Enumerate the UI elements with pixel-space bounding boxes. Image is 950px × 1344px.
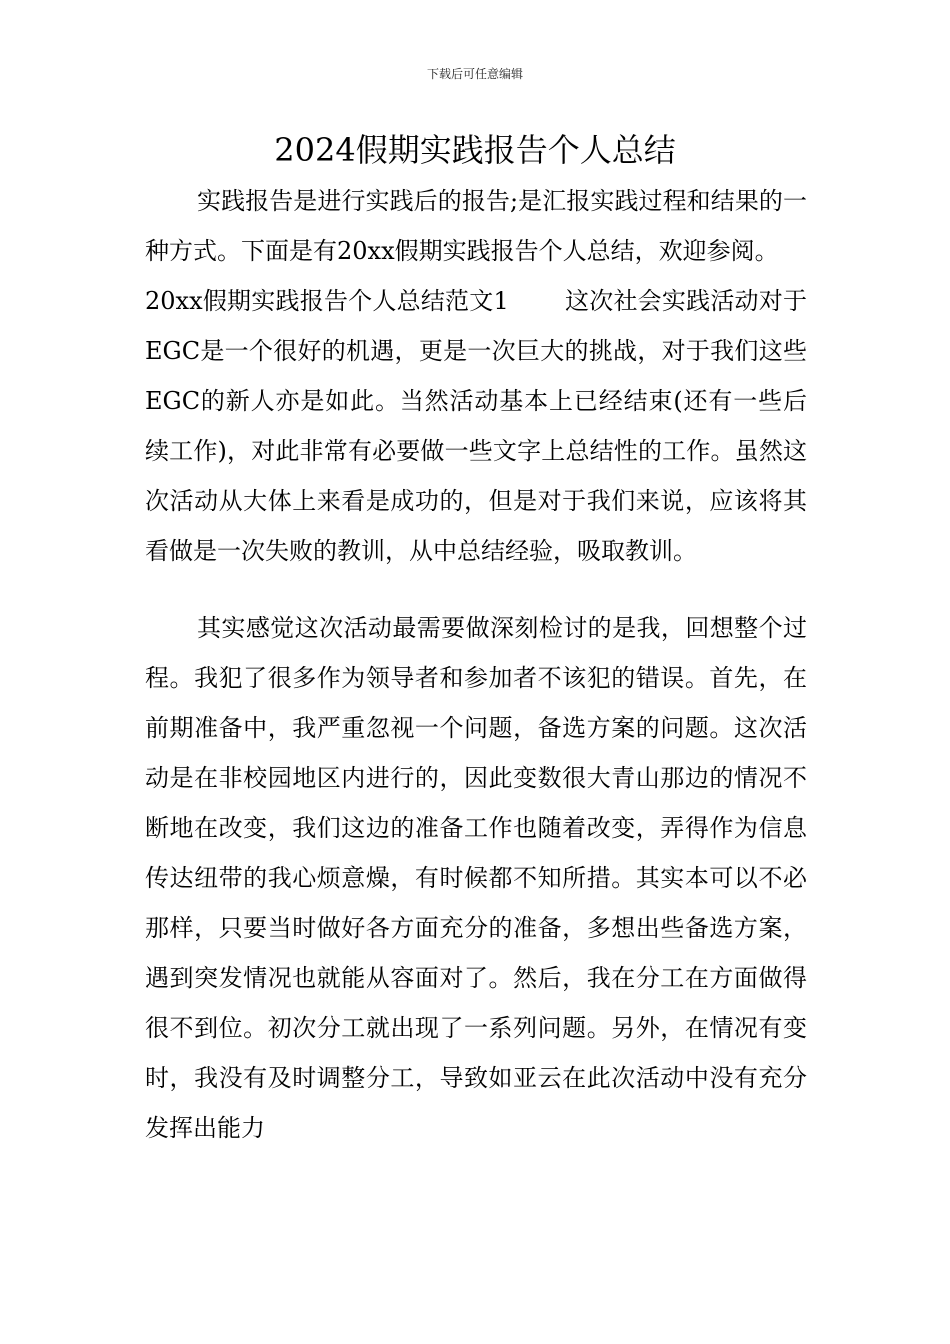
intro-paragraph: 实践报告是进行实践后的报告;是汇报实践过程和结果的一种方式。下面是有20xx假期实践报告个人总结，欢迎参阅。 xyxy=(145,187,807,265)
header-note: 下载后可任意编辑 xyxy=(426,67,523,81)
section-paragraph-1 xyxy=(145,276,807,576)
paragraph-2: 其实感觉这次活动最需要做深刻检讨的是我，回想整个过程。我犯了很多作为领导者和参加者不该犯的错误。首先，在前期准备中，我严重忽视一个问题，备选方案的问题。这次活动是在非校园地区内进行的，因此变数很大青山那边的情况不断地在改变，我们这边的准备工作也随着改变，弄得作为信息传达纽带的我心烦意燥，有时候都不知所措。其实本可以不必那样，只要当时做好各方面充分的准备，多想出些备选方案，遇到突发情况也就能从容面对了。然后，我在分工在方面做得很不到位。初次分工就出现了一系列问题。另外，在情况有变时，我没有及时调整分工，导致如亚云在此次活动中没有充分发挥出能力 xyxy=(145,614,807,1142)
document-title: 2024假期实践报告个人总结 xyxy=(274,131,676,169)
document-body xyxy=(145,176,807,1153)
section-heading: 20xx假期实践报告个人总结范文1 xyxy=(145,287,509,315)
paragraph-1-text: 这次社会实践活动对于EGC是一个很好的机遇，更是一次巨大的挑战，对于我们这些EGC的新人亦是如此。当然活动基本上已经结束(还有一些后续工作)，对此非常有必要做一些文字上总结性的工作。虽然这次活动从大体上来看是成功的，但是对于我们来说，应该将其看做是一次失败的教训，从中总结经验，吸取教训。 xyxy=(145,287,808,565)
